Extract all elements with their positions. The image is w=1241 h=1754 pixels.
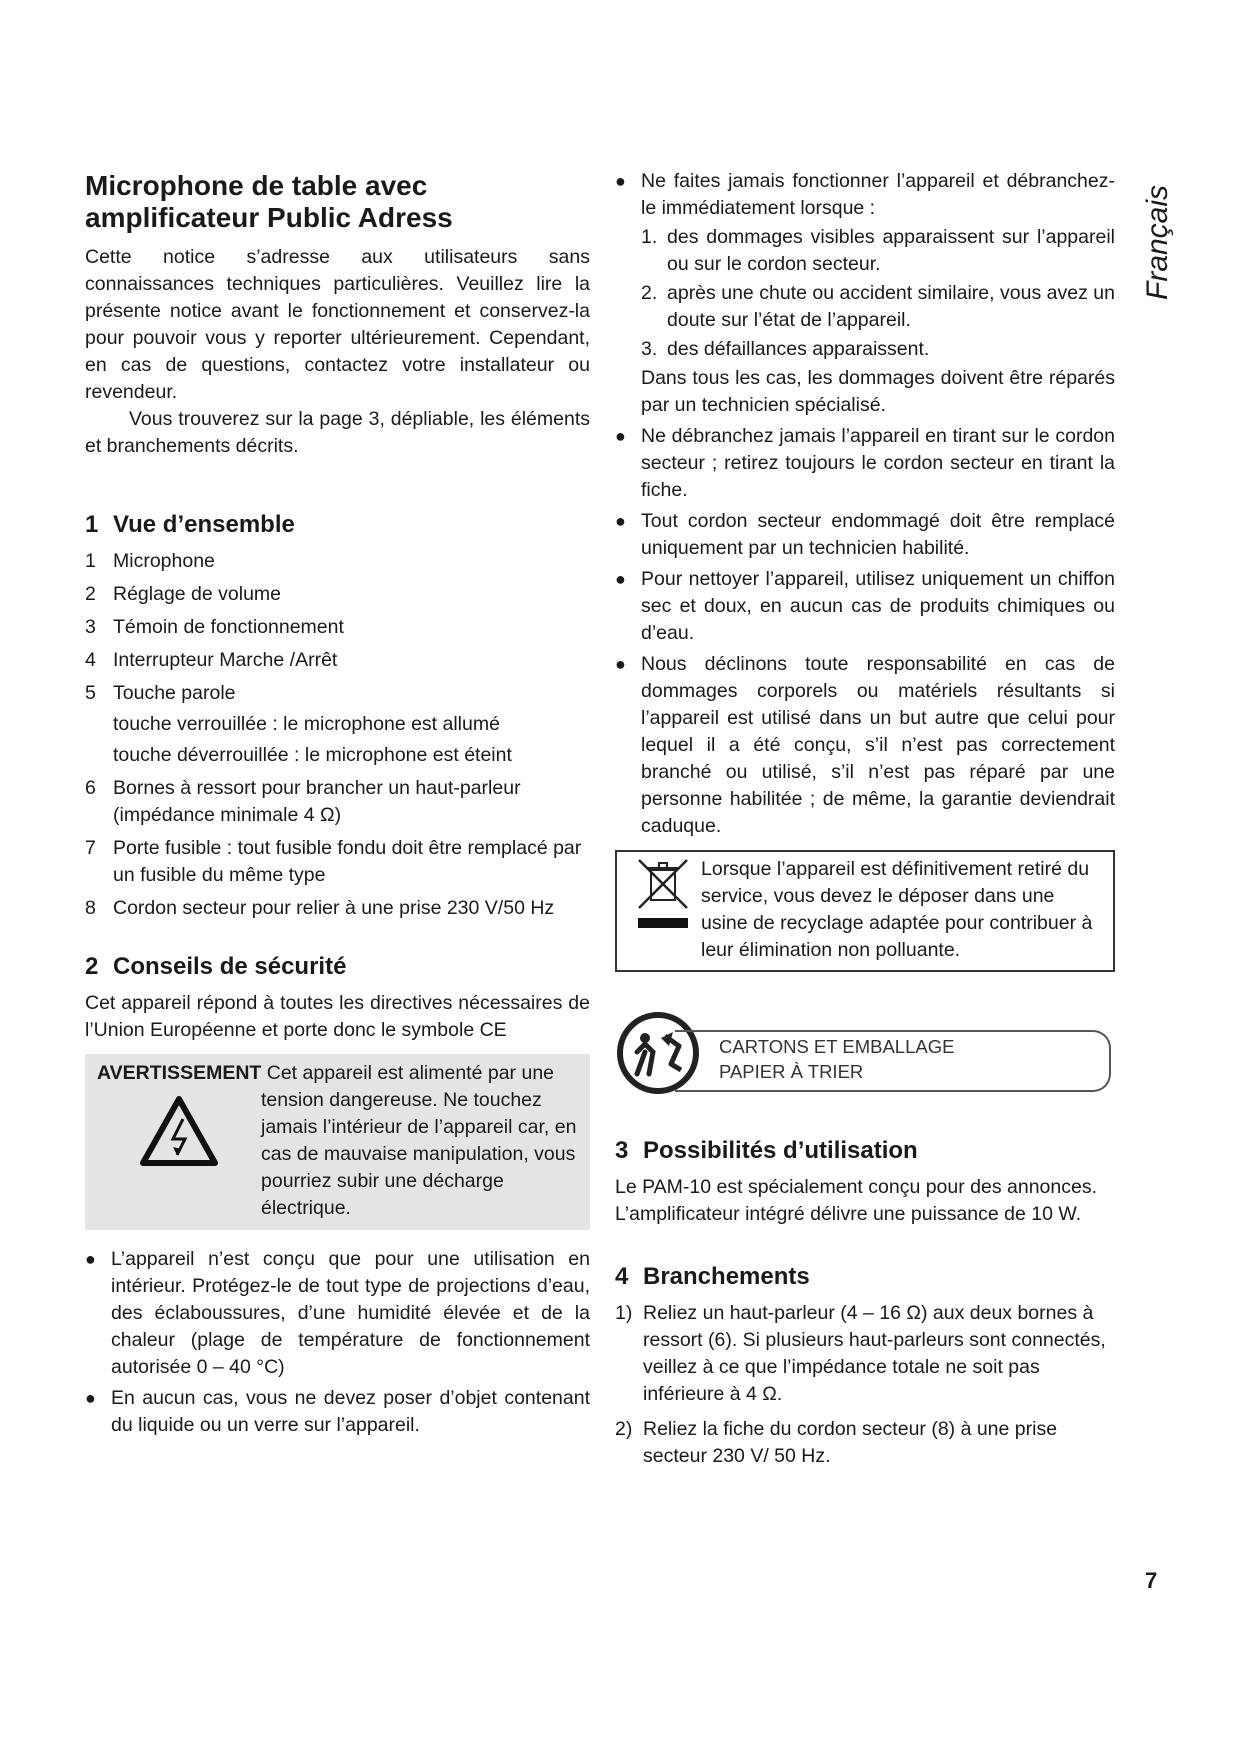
section-1-number: 1 xyxy=(85,511,99,538)
list-item: 2. après une chute ou accident similaire, vous avez un doute sur l’état de l’appareil. xyxy=(641,282,1115,331)
section-2-number: 2 xyxy=(85,953,99,980)
section-1-title: Vue d’ensemble xyxy=(113,511,295,538)
overview-item: 1 Microphone xyxy=(85,550,215,572)
list-item: ● Pour nettoyer l’appareil, utilisez uniquement un chiffon sec et doux, en aucun cas de produits chimiques ou d’eau. xyxy=(615,568,1115,644)
warning-label: AVERTISSEMENT xyxy=(97,1062,262,1084)
section-2-intro: Cet appareil répond à toutes les directives nécessaires de l’Union Européenne et porte donc le symbole CE xyxy=(85,992,590,1041)
section-3-number: 3 xyxy=(615,1137,629,1164)
failure-conditions-list xyxy=(641,224,1115,363)
recycle-label-line-1: CARTONS ET EMBALLAGE xyxy=(719,1036,955,1057)
list-item: ● Nous déclinons toute responsabilité en cas de dommages corporels ou matériels résultants si l’appareil est utilisé dans un but autre que celui pour lequel il a été conçu, s’il n’est pas correctement branché ou utilisé, s’il n’est pas réparé par une personne habilitée ; de même, la garantie deviendrait caduque. xyxy=(615,653,1115,837)
language-tab: Français xyxy=(1141,184,1174,300)
overview-subitem: touche déverrouillée : le microphone est éteint xyxy=(113,744,512,766)
list-item: ● Tout cordon secteur endommagé doit être remplacé uniquement par un technicien habilité. xyxy=(615,510,1115,559)
overview-item: 2 Réglage de volume xyxy=(85,583,282,605)
connection-steps xyxy=(615,1300,1115,1470)
overview-item: 4 Interrupteur Marche /Arrêt xyxy=(85,649,338,671)
disposal-text: Lorsque l’appareil est définitivement retiré du service, vous devez le déposer dans une usine de recyclage adaptée pour contribuer à leur élimination non polluante. xyxy=(701,858,1093,961)
crossed-bin-icon xyxy=(625,856,701,964)
section-4-heading xyxy=(615,1262,1115,1292)
list-item: ● Ne faites jamais fonctionner l’appareil et débranchez-le immédiatement lorsque : 1. des dommages visibles apparaissent sur l’appareil ou sur le cordon secteur. 2. après une chute ou accident similaire, vous avez un doute sur l’état de l’appareil. 3. des défaillances apparaissent. Dans tous les cas, les dommages doivent être réparés par un technicien spécialisé. xyxy=(615,170,1115,416)
overview-item: 3 Témoin de fonctionnement xyxy=(85,616,344,638)
overview-item: 6 Bornes à ressort pour brancher un haut-parleur (impédance minimale 4 Ω) xyxy=(85,777,521,826)
overview-subitem: touche verrouillée : le microphone est allumé xyxy=(113,713,500,735)
warning-box xyxy=(85,1054,590,1230)
overview-item: 5 Touche parole touche verrouillée : le microphone est allumé touche déverrouillée : le microphone est éteint xyxy=(85,680,590,769)
section-4-title: Branchements xyxy=(643,1263,810,1290)
page-number: 7 xyxy=(1145,1568,1158,1593)
recycle-label-line-2: PAPIER À TRIER xyxy=(719,1061,864,1082)
intro-paragraph: Cette notice s’adresse aux utilisateurs sans connaissances techniques particulières. Veuillez lire la présente notice avant le fonctionnement et conservez-la pour pouvoir vous y reporter ultérieurement. Cependant, en cas de questions, contactez votre installateur ou revendeur. xyxy=(85,246,590,403)
section-3-text: Le PAM-10 est spécialement conçu pour des annonces. L’amplificateur intégré délivre une puissance de 10 W. xyxy=(615,1176,1098,1225)
overview-item: 8 Cordon secteur pour relier à une prise 230 V/50 Hz xyxy=(85,897,555,919)
overview-list xyxy=(85,548,590,922)
list-item: ● En aucun cas, vous ne devez poser d’objet contenant du liquide ou un verre sur l’appareil. xyxy=(85,1387,590,1436)
list-item: 2) Reliez la fiche du cordon secteur (8) à une prise secteur 230 V/ 50 Hz. xyxy=(615,1418,1058,1467)
left-column xyxy=(85,170,590,1443)
list-item: ● L’appareil n’est conçu que pour une utilisation en intérieur. Protégez-le de tout type de projections d’eau, des éclaboussures, d’une humidité élevée et de la chaleur (plage de température de fonctionnement autorisée 0 – 40 °C) xyxy=(85,1248,590,1378)
list-item: 1) Reliez un haut-parleur (4 – 16 Ω) aux deux bornes à ressort (6). Si plusieurs haut-parleurs sont connectés, veillez à ce que l’impédance totale ne soit pas inférieure à 4 Ω. xyxy=(615,1302,1106,1405)
intro-reference-paragraph: Vous trouverez sur la page 3, dépliable, les éléments et branchements décrits. xyxy=(85,408,590,457)
overview-item: 7 Porte fusible : tout fusible fondu doit être remplacé par un fusible du même type xyxy=(85,837,582,886)
warning-first-line: Cet appareil est alimenté par une xyxy=(266,1062,555,1084)
high-voltage-warning-icon xyxy=(97,1087,261,1222)
safety-bullets-right xyxy=(615,168,1115,840)
section-3-heading xyxy=(615,1136,1115,1166)
document-title: Microphone de table avec amplificateur Public Adress xyxy=(85,170,453,233)
section-4-number: 4 xyxy=(615,1263,629,1290)
list-item: 1. des dommages visibles apparaissent sur l’appareil ou sur le cordon secteur. xyxy=(641,226,1115,275)
right-column xyxy=(615,168,1115,1472)
recycling-badge xyxy=(615,1002,1115,1102)
disposal-notice-box xyxy=(615,850,1115,972)
section-2-heading xyxy=(85,952,590,982)
section-3-title: Possibilités d’utilisation xyxy=(643,1137,918,1164)
safety-bullets-left xyxy=(85,1246,590,1439)
section-2-title: Conseils de sécurité xyxy=(113,953,347,980)
list-item: 3. des défaillances apparaissent. xyxy=(641,338,930,360)
list-item: ● Ne débranchez jamais l’appareil en tirant sur le cordon secteur ; retirez toujours le cordon secteur en tirant la fiche. xyxy=(615,425,1115,501)
warning-text: tension dangereuse. Ne touchez jamais l’intérieur de l’appareil car, en cas de mauvaise manipulation, vous pourriez subir une décharge électrique. xyxy=(261,1089,577,1219)
section-1-heading xyxy=(85,510,590,540)
